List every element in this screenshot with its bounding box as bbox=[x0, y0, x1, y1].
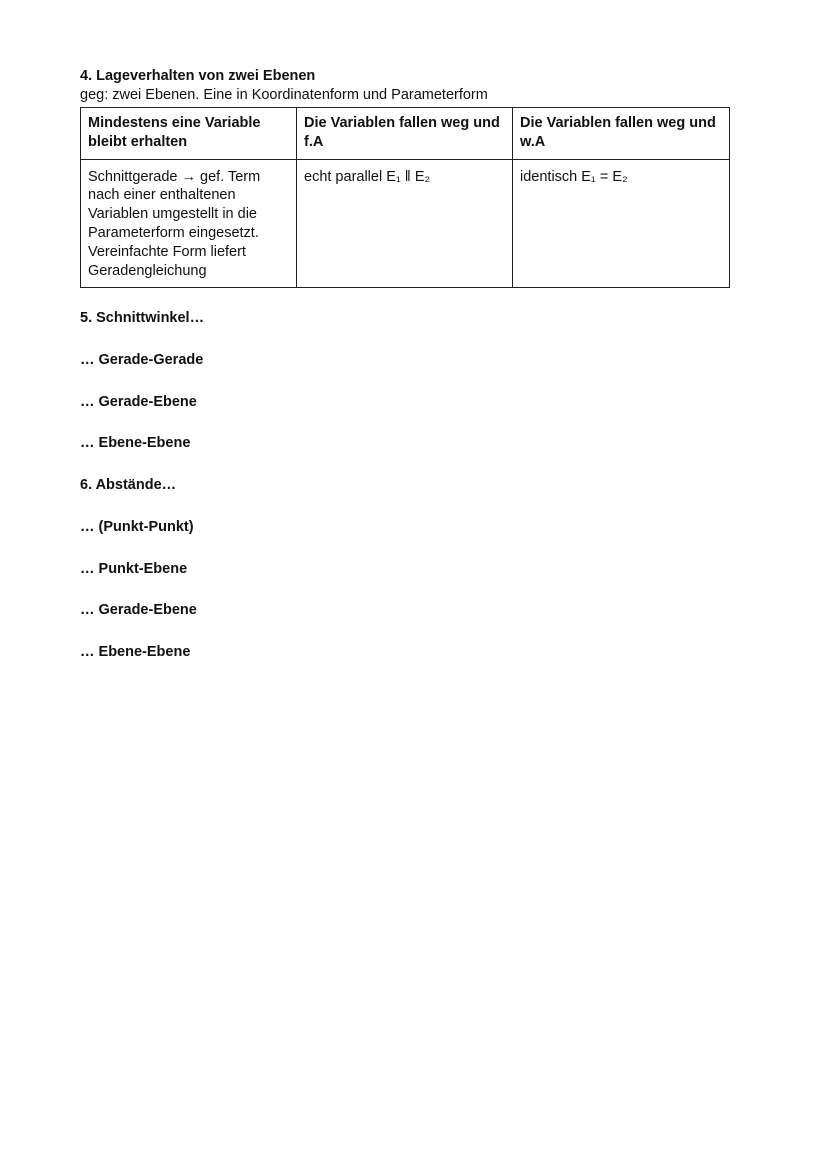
table-header-cell: Die Variablen fallen weg und w.A bbox=[513, 108, 730, 160]
heading-line-plane-distance: … Gerade-Ebene bbox=[80, 602, 197, 619]
section-6-title: 6. Abstände… bbox=[80, 477, 177, 494]
section-4-title: 4. Lageverhalten von zwei Ebenen bbox=[80, 68, 316, 84]
table-header-row bbox=[81, 108, 730, 160]
table-cell: echt parallel E₁ ‖ E₂ bbox=[297, 159, 513, 288]
heading-plane-plane: … Ebene-Ebene bbox=[80, 435, 191, 452]
heading-plane-plane-distance: … Ebene-Ebene bbox=[80, 643, 191, 660]
table-row bbox=[81, 159, 730, 288]
heading-line-line: … Gerade-Gerade bbox=[80, 352, 204, 369]
section-4-given: geg: zwei Ebenen. Eine in Koordinatenform und Parameterform bbox=[80, 87, 488, 103]
table-cell: Schnittgerade → gef. Term nach einer enthaltenen Variablen umgestellt in die Parameterform eingesetzt. Vereinfachte Form liefert Geradengleichung bbox=[81, 159, 297, 288]
table-cell: identisch E₁ = E₂ bbox=[513, 159, 730, 288]
heading-point-point: … (Punkt-Punkt) bbox=[80, 518, 194, 535]
document-page bbox=[80, 66, 730, 684]
heading-point-plane: … Punkt-Ebene bbox=[80, 560, 188, 577]
heading-line-plane: … Gerade-Ebene bbox=[80, 393, 197, 410]
section-5-title: 5. Schnittwinkel… bbox=[80, 310, 205, 327]
table-header-cell: Die Variablen fallen weg und f.A bbox=[297, 108, 513, 160]
position-relation-table bbox=[80, 107, 730, 288]
table-header-cell: Mindestens eine Variable bleibt erhalten bbox=[81, 108, 297, 160]
headings-list bbox=[80, 308, 730, 662]
